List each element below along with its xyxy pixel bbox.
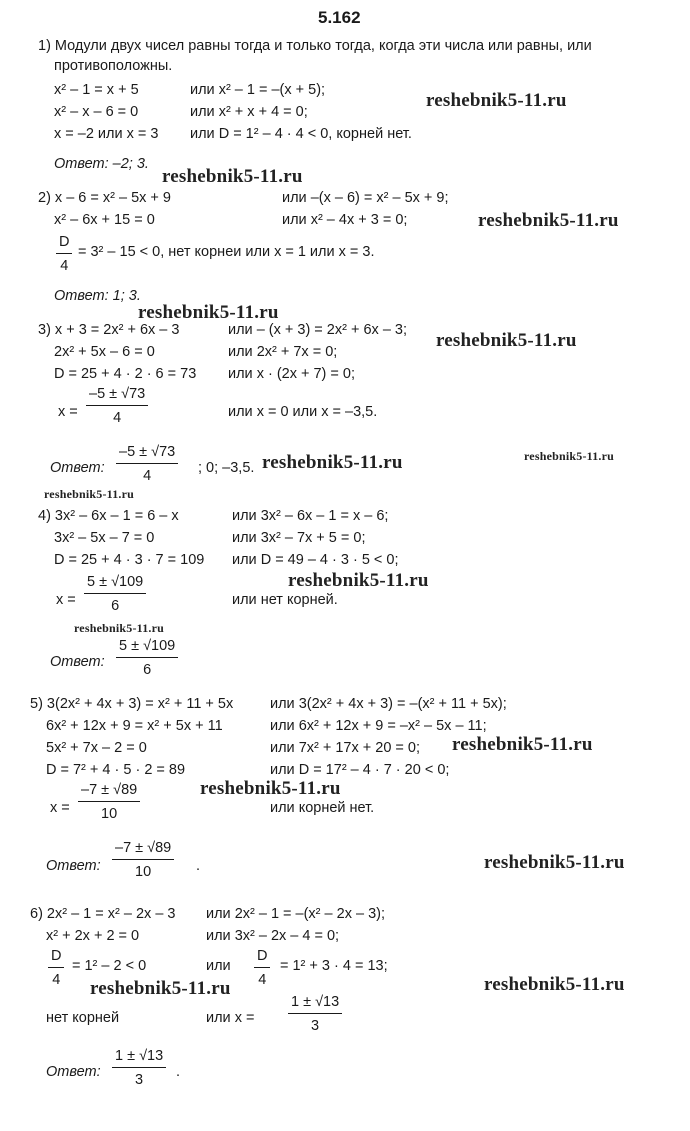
- problem-number: 5.162: [318, 8, 361, 27]
- p5-fraction: [78, 782, 140, 822]
- p2-eq-right-1: или –(x – 6) = x² – 5x + 9;: [282, 190, 449, 206]
- p6-answer-numerator: 1 ± √13: [112, 1048, 166, 1068]
- p1-intro-line2: противоположны.: [54, 58, 173, 74]
- watermark: reshebnik5-11.ru: [162, 166, 303, 187]
- p5-eq-left-2: 6x² + 12x + 9 = x² + 5x + 11: [46, 718, 223, 734]
- p5-fraction-numerator: –7 ± √89: [78, 782, 140, 802]
- watermark: reshebnik5-11.ru: [262, 452, 403, 473]
- p4-fraction-denominator: 6: [111, 597, 120, 614]
- p6-fraction-left: [48, 948, 64, 988]
- p2-answer: Ответ: 1; 3.: [54, 288, 141, 304]
- p1-answer: Ответ: –2; 3.: [54, 156, 149, 172]
- p5-eq-left-4: D = 7² + 4 · 5 · 2 = 89: [46, 762, 186, 778]
- p5-answer-fraction: [112, 840, 174, 880]
- p1-eq-right-2: или x² + x + 4 = 0;: [190, 104, 308, 120]
- p6-answer-tail: .: [176, 1064, 181, 1080]
- p6-fraction-x-numerator: 1 ± √13: [288, 994, 342, 1014]
- p5-x-label: x =: [50, 800, 70, 816]
- p2-eq-left-1: 2) x – 6 = x² – 5x + 9: [38, 190, 171, 206]
- p3-eq-right-2: или 2x² + 7x = 0;: [228, 344, 338, 360]
- watermark: reshebnik5-11.ru: [138, 302, 279, 323]
- p4-eq-left-3: D = 25 + 4 · 3 · 7 = 109: [54, 552, 205, 568]
- p4-eq-right-3: или D = 49 – 4 · 3 · 5 < 0;: [232, 552, 399, 568]
- p6-eq-right-1: или 2x² – 1 = –(x² – 2x – 3);: [206, 906, 385, 922]
- p6-fraction-left-numerator: D: [48, 948, 64, 968]
- p5-answer-label: Ответ:: [46, 858, 101, 874]
- watermark: reshebnik5-11.ru: [436, 330, 577, 351]
- p1-eq-right-3: или D = 1² – 4 · 4 < 0, корней нет.: [190, 126, 412, 142]
- p3-eq-right-1: или – (x + 3) = 2x² + 6x – 3;: [228, 322, 407, 338]
- p6-fraction-right-denominator: 4: [258, 971, 267, 988]
- p3-eq-left-2: 2x² + 5x – 6 = 0: [54, 344, 155, 360]
- watermark: reshebnik5-11.ru: [288, 570, 429, 591]
- p6-answer-fraction: [112, 1048, 166, 1088]
- p3-answer-fraction: [116, 444, 178, 484]
- p3-fraction-denominator: 4: [113, 409, 122, 426]
- p6-eq-right-4: или x =: [206, 1010, 255, 1026]
- watermark: reshebnik5-11.ru: [452, 734, 593, 755]
- p2-eq-left-2: x² – 6x + 15 = 0: [54, 212, 155, 228]
- p6-eq-right-3: = 1² + 3 · 4 = 13;: [280, 958, 388, 974]
- p3-fraction-numerator: –5 ± √73: [86, 386, 148, 406]
- p4-x-label: x =: [56, 592, 76, 608]
- p4-answer-label: Ответ:: [50, 654, 105, 670]
- watermark: reshebnik5-11.ru: [484, 974, 625, 995]
- p5-eq-left-3: 5x² + 7x – 2 = 0: [46, 740, 147, 756]
- p6-answer-denominator: 3: [135, 1071, 144, 1088]
- p4-eq-left-1: 4) 3x² – 6x – 1 = 6 – x: [38, 508, 179, 524]
- p5-eq-right-2: или 6x² + 12x + 9 = –x² – 5x – 11;: [270, 718, 487, 734]
- p2-eq-right-2: или x² – 4x + 3 = 0;: [282, 212, 408, 228]
- p6-eq-left-4: нет корней: [46, 1010, 120, 1026]
- watermark: reshebnik5-11.ru: [484, 852, 625, 873]
- p4-eq-right-4: или нет корней.: [232, 592, 338, 608]
- p2-eq-3: = 3² – 15 < 0, нет корнеи или x = 1 или x = 3.: [78, 244, 375, 260]
- watermark: reshebnik5-11.ru: [200, 778, 341, 799]
- p4-answer-numerator: 5 ± √109: [116, 638, 178, 658]
- p4-eq-right-2: или 3x² – 7x + 5 = 0;: [232, 530, 366, 546]
- p6-fraction-right: [254, 948, 270, 988]
- p6-eq-left-3: = 1² – 2 < 0: [72, 958, 147, 974]
- p1-eq-left-3: x = –2 или x = 3: [54, 126, 159, 142]
- p6-eq-right-2: или 3x² – 2x – 4 = 0;: [206, 928, 340, 944]
- p3-eq-right-3: или x · (2x + 7) = 0;: [228, 366, 356, 382]
- p1-intro-line1: 1) Модули двух чисел равны тогда и только тогда, когда эти числа или равны, или: [38, 38, 592, 54]
- p3-answer-label: Ответ:: [50, 460, 105, 476]
- p4-fraction-numerator: 5 ± √109: [84, 574, 146, 594]
- p5-answer-denominator: 10: [135, 863, 152, 880]
- watermark: reshebnik5-11.ru: [478, 210, 619, 231]
- p4-fraction: [84, 574, 146, 614]
- p1-eq-right-1: или x² – 1 = –(x + 5);: [190, 82, 326, 98]
- p3-answer-denominator: 4: [143, 467, 152, 484]
- p6-answer-label: Ответ:: [46, 1064, 101, 1080]
- p1-eq-left-2: x² – x – 6 = 0: [54, 104, 139, 120]
- p5-eq-right-5: или корней нет.: [270, 800, 375, 816]
- p6-eq-left-2: x² + 2x + 2 = 0: [46, 928, 140, 944]
- p6-eq-right-3-label: или: [206, 958, 231, 974]
- watermark: reshebnik5-11.ru: [426, 90, 567, 111]
- p6-fraction-x-denominator: 3: [311, 1017, 320, 1034]
- p5-eq-right-4: или D = 17² – 4 · 7 · 20 < 0;: [270, 762, 450, 778]
- p5-fraction-denominator: 10: [101, 805, 118, 822]
- p4-answer-fraction: [116, 638, 178, 678]
- p2-fraction: [56, 234, 72, 274]
- watermark: reshebnik5-11.ru: [44, 487, 134, 501]
- p3-eq-right-4: или x = 0 или x = –3,5.: [228, 404, 378, 420]
- p4-eq-left-2: 3x² – 5x – 7 = 0: [54, 530, 155, 546]
- p4-answer-denominator: 6: [143, 661, 152, 678]
- watermark: reshebnik5-11.ru: [90, 978, 231, 999]
- p2-fraction-denominator: 4: [60, 257, 69, 274]
- watermark: reshebnik5-11.ru: [524, 449, 614, 463]
- p5-answer-tail: .: [196, 858, 201, 874]
- p6-eq-left-1: 6) 2x² – 1 = x² – 2x – 3: [30, 906, 176, 922]
- p3-fraction: [86, 386, 148, 426]
- p5-answer-numerator: –7 ± √89: [112, 840, 174, 860]
- p5-eq-right-3: или 7x² + 17x + 20 = 0;: [270, 740, 421, 756]
- p3-eq-left-1: 3) x + 3 = 2x² + 6x – 3: [38, 322, 180, 338]
- p6-fraction-x: [288, 994, 342, 1034]
- p3-eq-left-3: D = 25 + 4 · 2 · 6 = 73: [54, 366, 197, 382]
- p6-fraction-left-denominator: 4: [52, 971, 61, 988]
- p5-eq-right-1: или 3(2x² + 4x + 3) = –(x² + 11 + 5x);: [270, 696, 507, 712]
- watermark: reshebnik5-11.ru: [74, 621, 164, 635]
- p1-eq-left-1: x² – 1 = x + 5: [54, 82, 139, 98]
- p3-answer-tail: ; 0; –3,5.: [198, 460, 255, 476]
- p2-fraction-numerator: D: [56, 234, 72, 254]
- p4-eq-right-1: или 3x² – 6x – 1 = x – 6;: [232, 508, 389, 524]
- p5-eq-left-1: 5) 3(2x² + 4x + 3) = x² + 11 + 5x: [30, 696, 234, 712]
- p3-x-label: x =: [58, 404, 78, 420]
- p3-answer-numerator: –5 ± √73: [116, 444, 178, 464]
- p6-fraction-right-numerator: D: [254, 948, 270, 968]
